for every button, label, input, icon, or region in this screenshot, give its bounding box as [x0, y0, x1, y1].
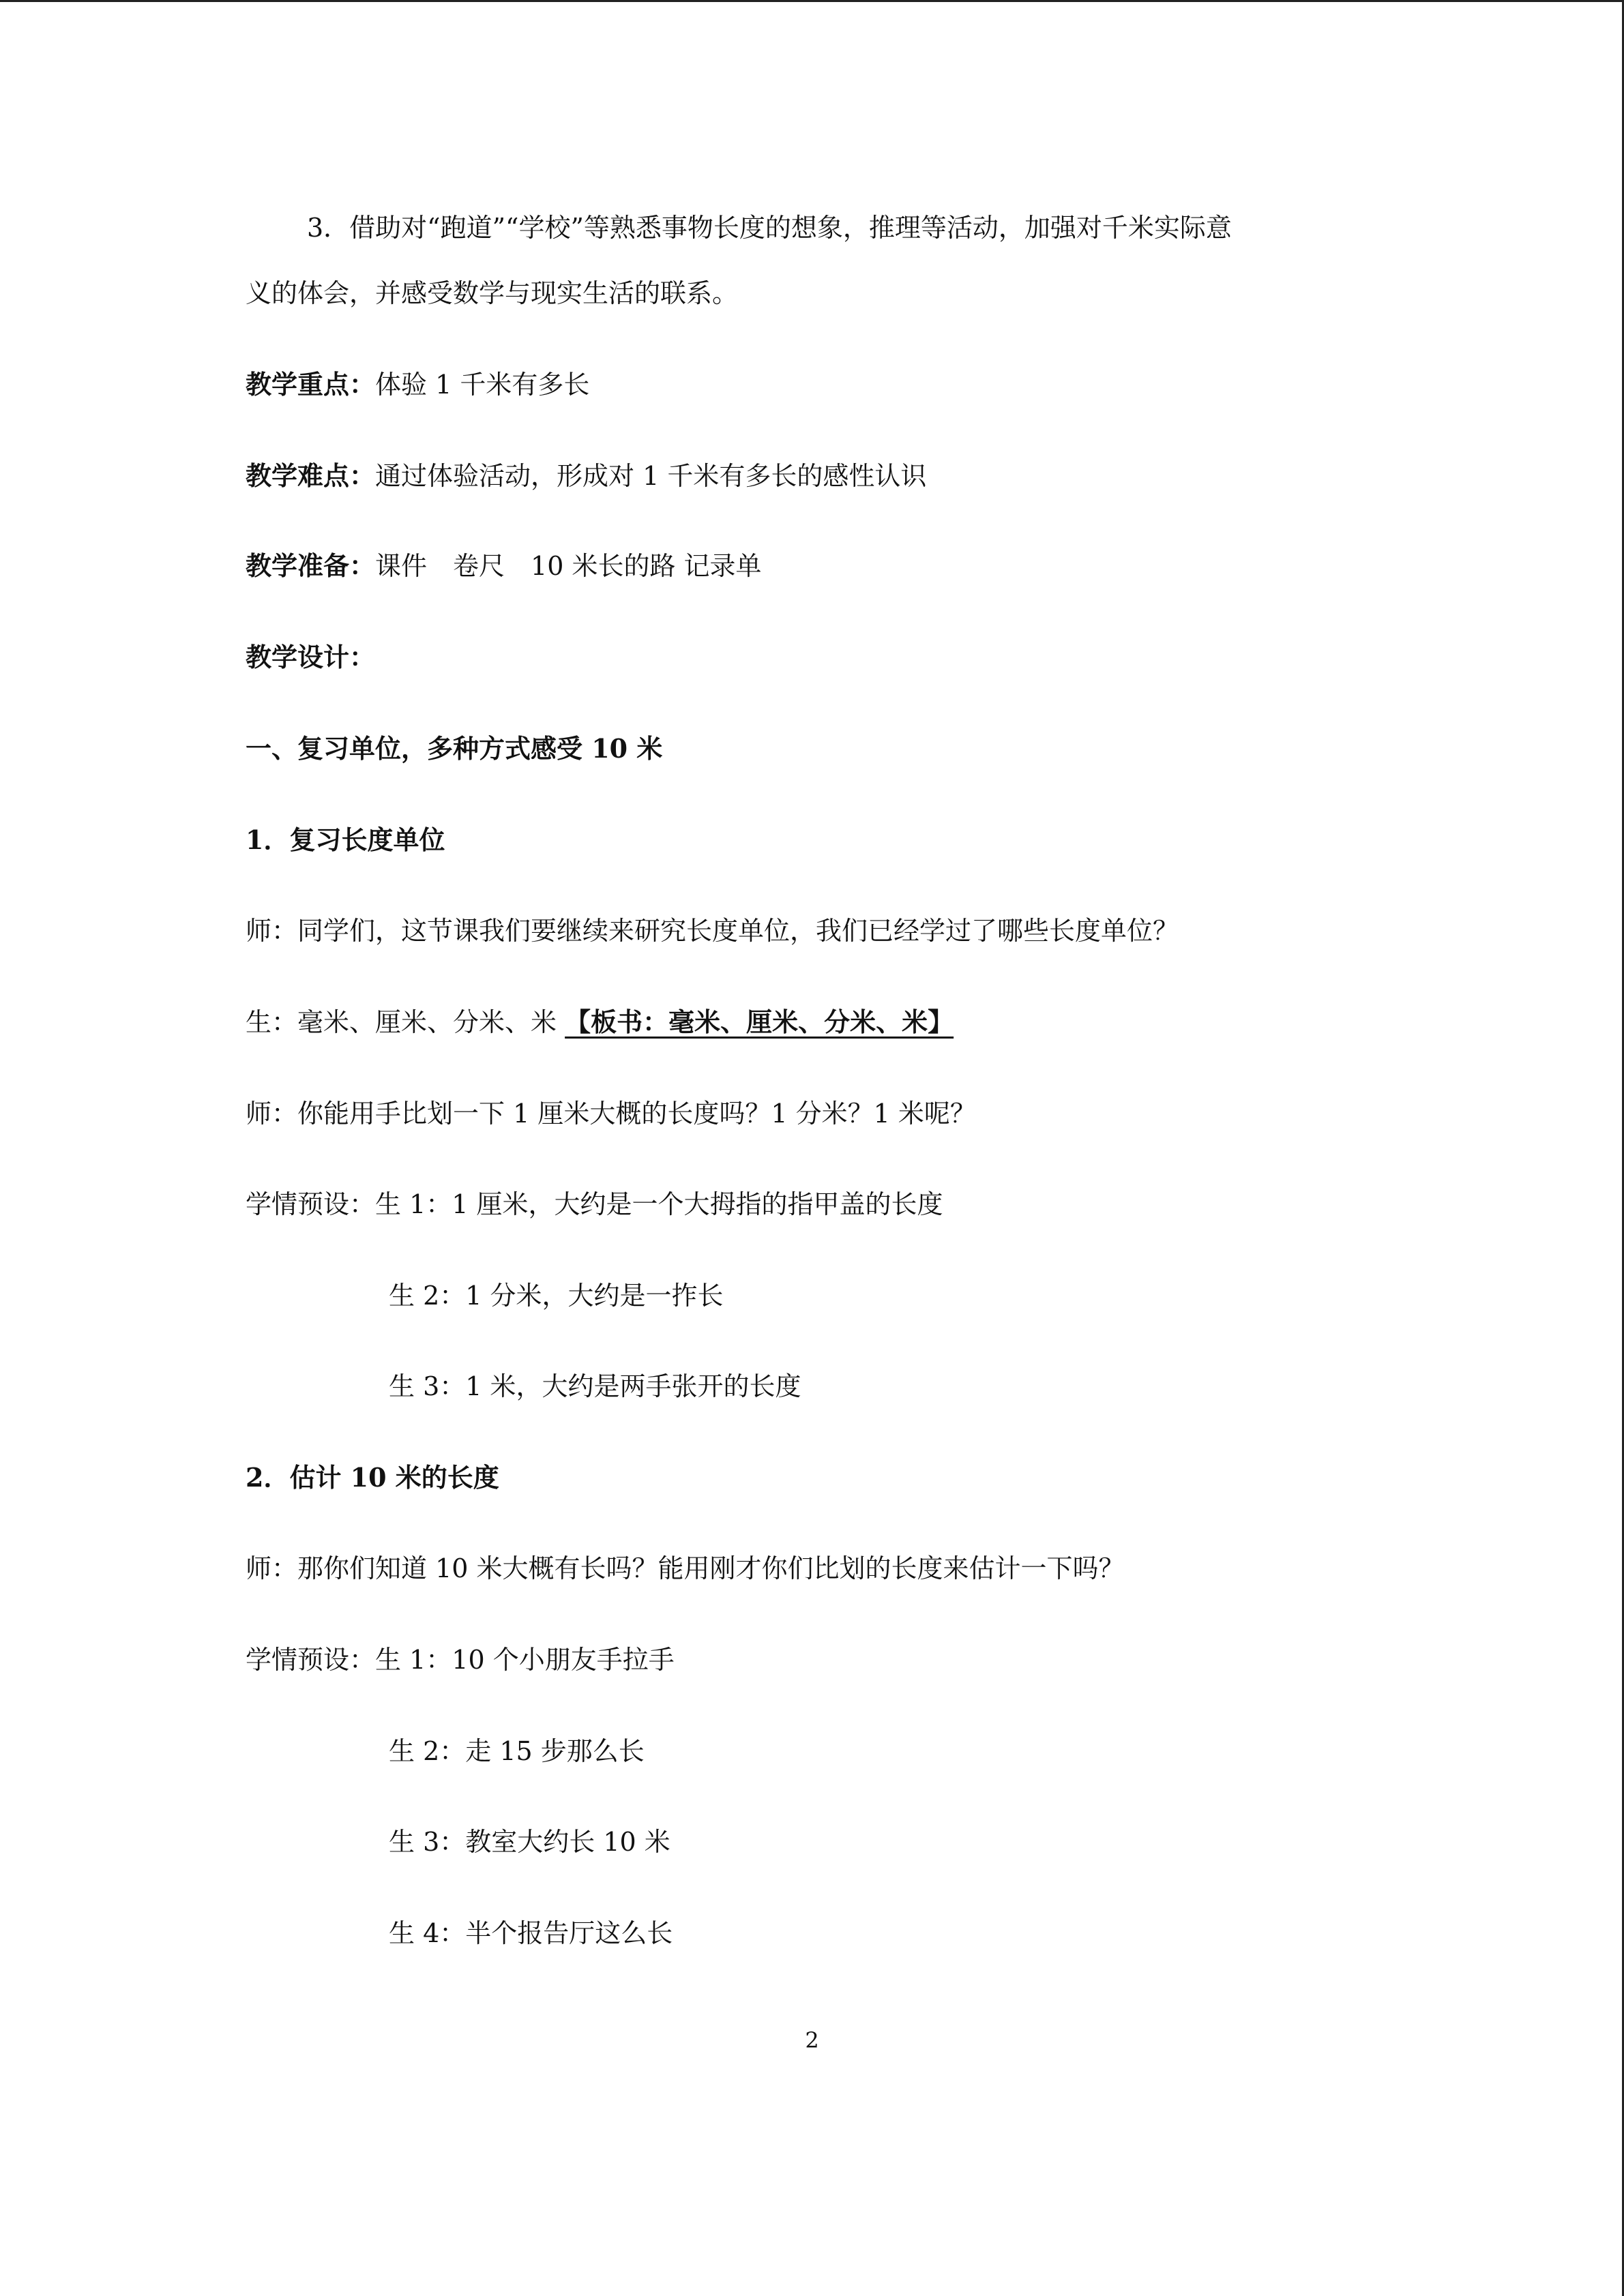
- preset-item: 生 4：半个报告厅这么长: [389, 1918, 673, 1948]
- teacher-question-1: 师：同学们，这节课我们要继续来研究长度单位，我们已经学过了哪些长度单位？: [246, 916, 1179, 946]
- preset-item: 生 3：1 米，大约是两手张开的长度: [389, 1371, 801, 1401]
- difficulty: [246, 457, 926, 495]
- page-top-border: [0, 0, 1624, 2]
- design-label: 教学设计：: [246, 642, 376, 672]
- teacher-question-2: 师：你能用手比划一下 1 厘米大概的长度吗？1 分米？1 米呢？: [246, 1099, 976, 1129]
- key-point-label: 教学重点：: [246, 369, 376, 400]
- preset-item: 生 1：1 厘米，大约是一个大拇指的指甲盖的长度: [375, 1189, 943, 1219]
- presets-label: 学情预设：: [246, 1645, 376, 1675]
- student-answer-1: [246, 1003, 954, 1041]
- preset-item: 生 2：走 15 步那么长: [389, 1736, 645, 1766]
- section-1-heading: 一、复习单位，多种方式感受 10 米: [246, 733, 663, 764]
- preset-item: 生 2：1 分米，大约是一拃长: [389, 1281, 724, 1311]
- preparation: [246, 547, 762, 585]
- student-answer-text: 生：毫米、厘米、分米、米: [246, 1007, 557, 1037]
- preparation-label: 教学准备：: [246, 550, 376, 581]
- presets-label: 学情预设：: [246, 1189, 376, 1219]
- difficulty-label: 教学难点：: [246, 460, 376, 491]
- preset-1-row-1: [246, 1185, 943, 1223]
- objective-3-line-2: 义的体会，并感受数学与现实生活的联系。: [246, 278, 739, 308]
- subsection-1-heading: 1．复习长度单位: [246, 824, 445, 855]
- key-point: [246, 366, 589, 404]
- key-point-text: 体验 1 千米有多长: [375, 370, 590, 400]
- objective-3-line-1: 3．借助对“跑道”“学校”等熟悉事物长度的想象，推理等活动，加强对千米实际意: [307, 213, 1232, 243]
- preset-2-row-1: [246, 1641, 675, 1679]
- preset-item: 生 3：教室大约长 10 米: [389, 1827, 670, 1857]
- page-number: 2: [805, 2027, 819, 2053]
- preparation-text: 课件 卷尺 10 米长的路 记录单: [375, 551, 762, 581]
- teacher-question-3: 师：那你们知道 10 米大概有长吗？能用刚才你们比划的长度来估计一下吗？: [246, 1553, 1125, 1583]
- preset-item: 生 1：10 个小朋友手拉手: [375, 1645, 675, 1675]
- difficulty-text: 通过体验活动，形成对 1 千米有多长的感性认识: [375, 461, 927, 491]
- board-note: 【板书：毫米、厘米、分米、米】: [565, 1007, 954, 1037]
- subsection-2-heading: 2．估计 10 米的长度: [246, 1462, 499, 1493]
